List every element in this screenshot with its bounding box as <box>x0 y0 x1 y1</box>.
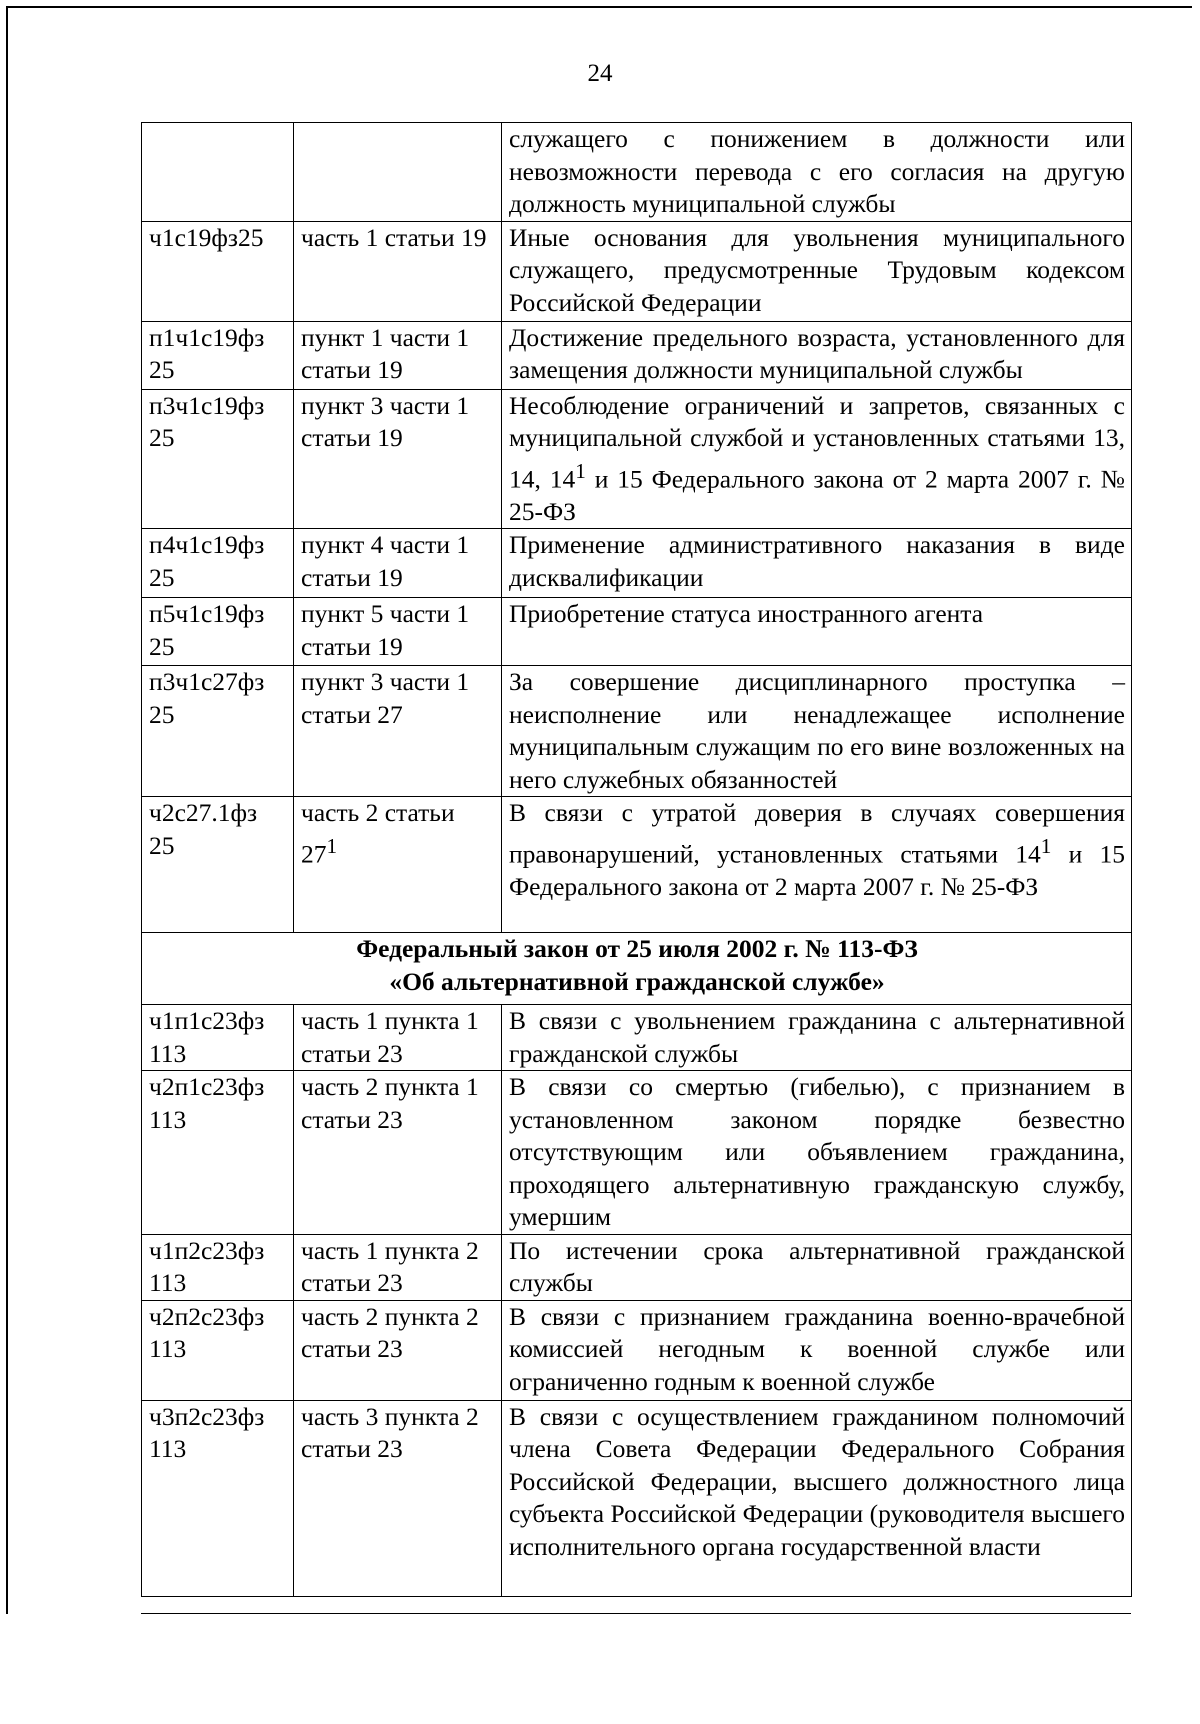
superscript-mark: 1 <box>326 833 338 858</box>
reference-cell: часть 2 пункта 2 статьи 23 <box>294 1300 502 1400</box>
description-cell: Приобретение статуса иностранного агента <box>502 598 1132 666</box>
section-heading-law: Федеральный закон от 25 июля 2002 г. № 113-ФЗ <box>356 934 918 963</box>
description-text: и 15 Федерального закона от 2 марта 2007 г. № 25-ФЗ <box>509 464 1125 526</box>
description-cell: В связи с увольнением гражданина с альтернативной гражданской службы <box>502 1005 1132 1071</box>
reference-cell: пункт 4 части 1 статьи 19 <box>294 529 502 598</box>
code-cell: ч1п2с23фз 113 <box>142 1234 294 1300</box>
description-cell: В связи с осуществлением гражданином полномочий члена Совета Федерации Федерального Собрания Российской Федерации, высшего должностного лица субъекта Российской Федерации (руководителя высшего исполнительного органа государственной власти <box>502 1400 1132 1596</box>
description-cell <box>502 797 1132 933</box>
code-cell: п3ч1с27фз 25 <box>142 666 294 797</box>
description-text: В связи с утратой доверия в случаях совершения правонарушений, установленных статьями 14 <box>509 798 1125 868</box>
page-number: 24 <box>587 60 613 87</box>
reference-cell: пункт 1 части 1 статьи 19 <box>294 321 502 389</box>
section-heading-cell <box>142 933 1132 1005</box>
description-text: и 15 Федерального закона от 2 марта 2007 г. № 25-ФЗ <box>509 839 1125 901</box>
code-cell <box>142 123 294 222</box>
reference-cell: часть 1 пункта 1 статьи 23 <box>294 1005 502 1071</box>
table-bottom-rule <box>141 1613 1131 1614</box>
code-cell: п1ч1с19фз 25 <box>142 321 294 389</box>
table-row <box>142 1300 1132 1400</box>
description-cell: В связи с признанием гражданина военно-врачебной комиссией негодным к военной службе или ограниченно годным к военной службе <box>502 1300 1132 1400</box>
reference-cell: пункт 5 части 1 статьи 19 <box>294 598 502 666</box>
section-heading-title: «Об альтернативной гражданской службе» <box>389 966 885 996</box>
code-cell: ч3п2с23фз 113 <box>142 1400 294 1596</box>
table-row <box>142 389 1132 529</box>
table-row <box>142 529 1132 598</box>
reference-cell: часть 3 пункта 2 статьи 23 <box>294 1400 502 1596</box>
table-row <box>142 666 1132 797</box>
page-bottom-margin <box>0 1614 1200 1724</box>
dismissal-codes-table <box>141 122 1132 1597</box>
code-cell: ч2п1с23фз 113 <box>142 1071 294 1235</box>
code-cell: п5ч1с19фз 25 <box>142 598 294 666</box>
description-cell: Иные основания для увольнения муниципального служащего, предусмотренные Трудовым кодексом Российской Федерации <box>502 221 1132 321</box>
reference-text: часть 2 статьи 27 <box>301 798 455 868</box>
description-cell: Применение административного наказания в виде дисквалификации <box>502 529 1132 598</box>
code-cell: п3ч1с19фз 25 <box>142 389 294 529</box>
reference-cell <box>294 797 502 933</box>
table-row <box>142 321 1132 389</box>
table-row <box>142 1071 1132 1235</box>
code-cell: п4ч1с19фз 25 <box>142 529 294 598</box>
description-cell: За совершение дисциплинарного проступка – неисполнение или ненадлежащее исполнение муниципальным служащим по его вине возложенных на него служебных обязанностей <box>502 666 1132 797</box>
table-row <box>142 1400 1132 1596</box>
code-cell: ч2п2с23фз 113 <box>142 1300 294 1400</box>
code-cell: ч1с19фз25 <box>142 221 294 321</box>
table-row <box>142 797 1132 933</box>
reference-cell: часть 1 пункта 2 статьи 23 <box>294 1234 502 1300</box>
table-row <box>142 1005 1132 1071</box>
reference-cell: часть 2 пункта 1 статьи 23 <box>294 1071 502 1235</box>
superscript-mark: 1 <box>1040 833 1052 858</box>
superscript-mark: 1 <box>575 458 586 483</box>
reference-cell: пункт 3 части 1 статьи 27 <box>294 666 502 797</box>
table-row <box>142 1234 1132 1300</box>
description-cell <box>502 389 1132 529</box>
description-cell: служащего с понижением в должности или невозможности перевода с его согласия на другую должность муниципальной службы <box>502 123 1132 222</box>
code-cell: ч2с27.1фз 25 <box>142 797 294 933</box>
code-cell: ч1п1с23фз 113 <box>142 1005 294 1071</box>
description-cell: В связи со смертью (гибелью), с признанием в установленном законом порядке безвестно отсутствующим или объявлением гражданина, проходящего альтернативную гражданскую службу, умершим <box>502 1071 1132 1235</box>
table-row <box>142 221 1132 321</box>
section-heading-row <box>142 933 1132 1005</box>
description-text: Несоблюдение ограничений и запретов, связанных с муниципальной службой и установленных статьями 13, 14, 14 <box>509 390 1125 493</box>
description-cell: Достижение предельного возраста, установленного для замещения должности муниципальной службы <box>502 321 1132 389</box>
description-cell: По истечении срока альтернативной гражданской службы <box>502 1234 1132 1300</box>
table-row <box>142 123 1132 222</box>
reference-cell: часть 1 статьи 19 <box>294 221 502 321</box>
reference-cell <box>294 123 502 222</box>
table-row <box>142 598 1132 666</box>
reference-cell: пункт 3 части 1 статьи 19 <box>294 389 502 529</box>
